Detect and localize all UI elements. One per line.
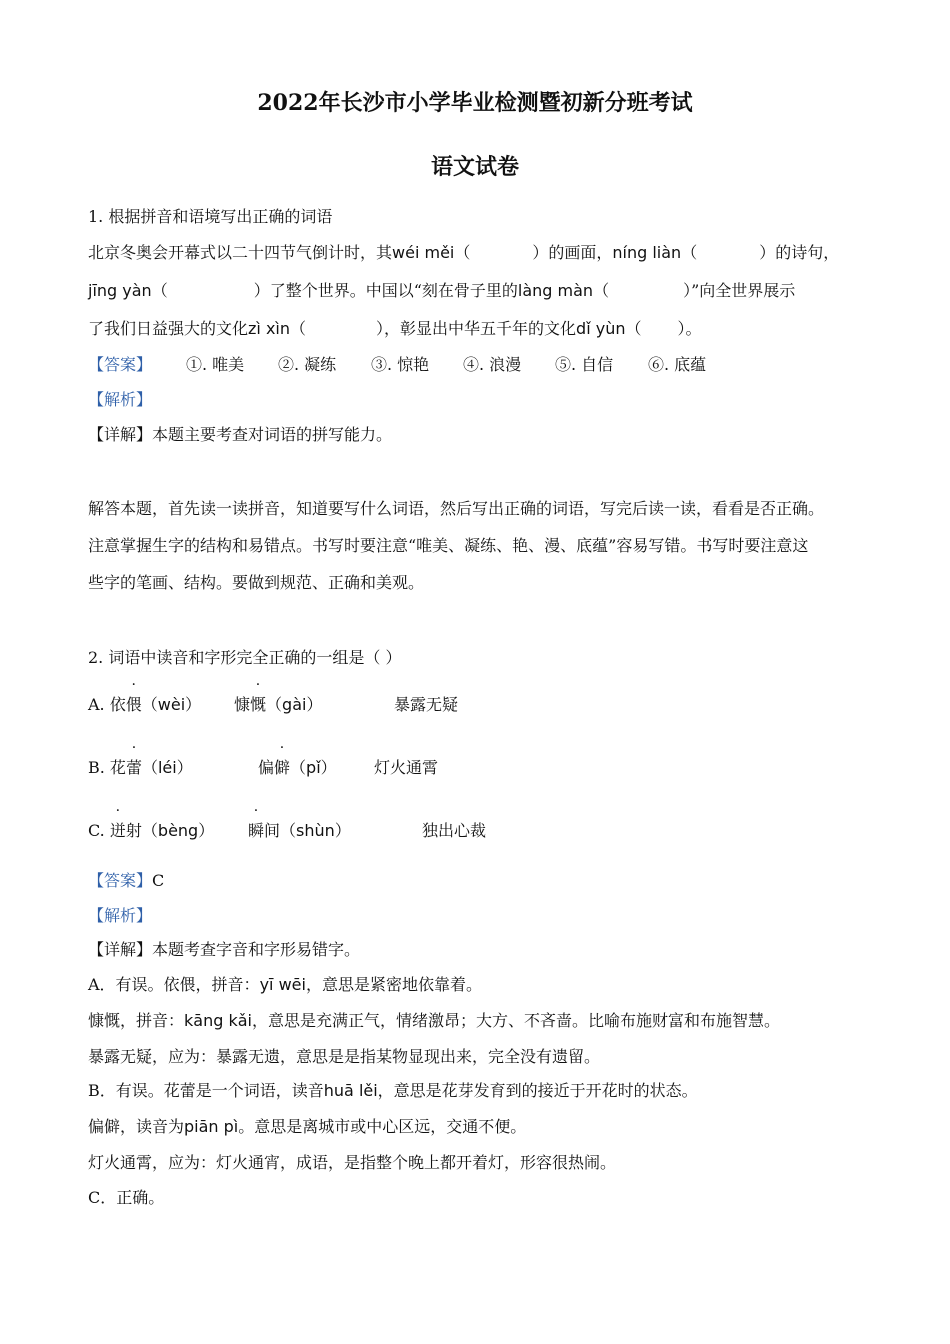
q1-answer-row bbox=[88, 352, 152, 375]
pinyin: làng màn bbox=[517, 281, 594, 300]
answer-label: 【答案】 bbox=[88, 871, 153, 890]
q2-analysis-b1: B．有误。花蕾是一个词语，读音huā lěi，意思是花芽发育到的接近于开花时的状态。 bbox=[88, 1081, 698, 1100]
q1-answer-2: ②. 凝练 bbox=[278, 355, 337, 374]
q1-para3: 些字的笔画、结构。要做到规范、正确和美观。 bbox=[88, 573, 425, 592]
pinyin: yī wēi bbox=[259, 975, 306, 994]
q2-detail: 【详解】本题考查字音和字形易错字。 bbox=[88, 940, 361, 959]
q1-line3: 了我们日益强大的文化zì xìn（ ），彰显出中华五千年的文化dǐ yùn（ ）。 bbox=[88, 319, 702, 338]
pinyin: bèng bbox=[157, 821, 199, 840]
pinyin: huā lěi bbox=[323, 1081, 378, 1100]
pinyin: zì xìn bbox=[248, 319, 290, 338]
q1-answer-1: ①. 唯美 bbox=[186, 355, 245, 374]
q1-stem: 1. 根据拼音和语境写出正确的词语 bbox=[88, 207, 333, 226]
q2-analysis-a1: A．有误。依偎，拼音：yī wēi，意思是紧密地依靠着。 bbox=[88, 975, 482, 994]
q2-analysis-b3: 灯火通霄，应为：灯火通宵，成语，是指整个晚上都开着灯，形容很热闹。 bbox=[88, 1153, 617, 1172]
q2-option-b-word1: B. 花蕾（léi） bbox=[88, 755, 193, 778]
q1-answer-3: ③. 惊艳 bbox=[371, 355, 430, 374]
exam-subtitle: 语文试卷 bbox=[430, 154, 519, 180]
q1-para2: 注意掌握生字的结构和易错点。书写时要注意“唯美、凝练、艳、漫、底蕴”容易写错。书写时要注意这 bbox=[88, 536, 809, 555]
pinyin: dǐ yùn bbox=[576, 319, 626, 338]
pinyin: shùn bbox=[296, 821, 335, 840]
exam-title: 2022年长沙市小学毕业检测暨初新分班考试 bbox=[257, 90, 693, 116]
q2-option-a-word2: 慷慨（gài） bbox=[234, 692, 322, 715]
q1-analysis-label: 【解析】 bbox=[88, 390, 153, 409]
dotted-char: 偎 bbox=[125, 695, 142, 714]
answer-value: C bbox=[152, 871, 165, 890]
dotted-char: 迸 bbox=[109, 821, 126, 840]
q1-detail: 【详解】本题主要考查对词语的拼写能力。 bbox=[88, 425, 393, 444]
q2-option-a-word1: A. 依偎（wèi） bbox=[88, 692, 201, 715]
q1-line1: 北京冬奥会开幕式以二十四节气倒计时，其wéi měi（ ）的画面，níng liàn（ ）的诗句， bbox=[88, 243, 840, 262]
q1-line2: jīng yàn（ ）了整个世界。中国以“刻在骨子里的làng màn（ ）”向全世界展示 bbox=[88, 281, 796, 300]
q1-answer-4: ④. 浪漫 bbox=[463, 355, 522, 374]
q2-analysis-a3: 暴露无疑，应为：暴露无遗，意思是是指某物显现出来，完全没有遗留。 bbox=[88, 1047, 601, 1066]
answer-label: 【答案】 bbox=[88, 355, 153, 374]
pinyin: pǐ bbox=[306, 758, 321, 777]
q2-option-b-word3: 灯火通霄 bbox=[374, 758, 439, 777]
q2-stem: 2. 词语中读音和字形完全正确的一组是（ ） bbox=[88, 648, 402, 667]
q2-option-c-word2: 瞬间（shùn） bbox=[248, 818, 351, 841]
dotted-char: 僻 bbox=[274, 758, 291, 777]
q1-para1: 解答本题，首先读一读拼音，知道要写什么词语，然后写出正确的词语，写完后读一读，看看是否正确。 bbox=[88, 499, 825, 518]
q2-option-b-word2: 偏僻（pǐ） bbox=[258, 755, 337, 778]
pinyin: jīng yàn bbox=[88, 281, 152, 300]
pinyin: kāng kǎi bbox=[184, 1011, 252, 1030]
dotted-char: 瞬 bbox=[248, 821, 265, 840]
q1-answer-5: ⑤. 自信 bbox=[555, 355, 614, 374]
q2-analysis-c1: C．正确。 bbox=[88, 1188, 165, 1207]
pinyin: piān pì bbox=[184, 1117, 239, 1136]
q2-answer-row bbox=[88, 868, 164, 891]
pinyin: léi bbox=[157, 758, 177, 777]
dotted-char: 蕾 bbox=[125, 758, 142, 777]
q2-analysis-label: 【解析】 bbox=[88, 906, 153, 925]
pinyin: wèi bbox=[157, 695, 186, 714]
q2-option-c-word3: 独出心裁 bbox=[422, 821, 487, 840]
q2-option-c-word1: C. 迸射（bèng） bbox=[88, 818, 214, 841]
q2-analysis-a2: 慷慨，拼音：kāng kǎi，意思是充满正气，情绪激昂；大方、不吝啬。比喻布施财富和布施智慧。 bbox=[88, 1011, 780, 1030]
q2-analysis-b2: 偏僻，读音为piān pì。意思是离城市或中心区远，交通不便。 bbox=[88, 1117, 527, 1136]
pinyin: gài bbox=[282, 695, 307, 714]
dotted-char: 慨 bbox=[250, 695, 267, 714]
pinyin: níng liàn bbox=[612, 243, 682, 262]
q1-answer-6: ⑥. 底蕴 bbox=[648, 355, 707, 374]
pinyin: wéi měi bbox=[392, 243, 455, 262]
q2-option-a-word3: 暴露无疑 bbox=[394, 695, 459, 714]
